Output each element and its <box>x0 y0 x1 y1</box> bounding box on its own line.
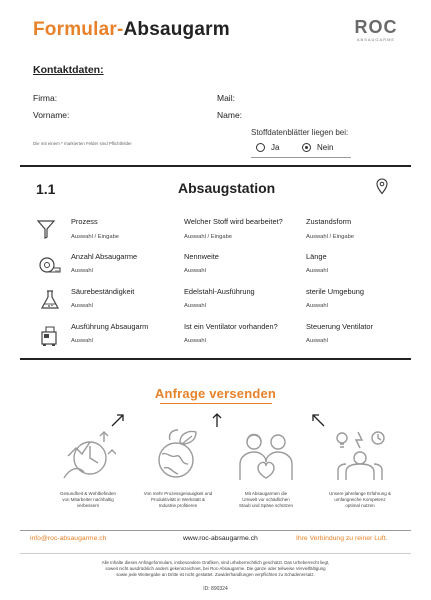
mandatory-fields-note: Die mit einem * markierten Felder sind Pflichtfelder <box>33 141 132 146</box>
send-request-underline <box>160 403 272 404</box>
field-select-nennweite[interactable]: Auswahl <box>184 268 206 274</box>
field-label-ventilator: Ist ein Ventilator vorhanden? <box>184 322 278 331</box>
globe-leaf-icon <box>150 428 206 482</box>
radio-circle-selected-icon <box>302 143 311 152</box>
firma-field-label[interactable]: Firma: <box>33 93 58 103</box>
sds-divider <box>251 157 351 158</box>
field-select-edelstahl[interactable]: Auswahl <box>184 303 206 309</box>
roc-logo <box>352 18 400 42</box>
caption-line: verbessern <box>76 503 100 508</box>
funnel-icon <box>36 218 56 240</box>
radio-label-nein: Nein <box>317 143 334 152</box>
radio-label-ja: Ja <box>271 143 280 152</box>
section-number: 1.1 <box>36 181 56 197</box>
section-divider-bottom <box>20 358 411 360</box>
footer-slogan: Ihre Verbindung zu reiner Luft. <box>296 535 388 542</box>
benefit-caption-wellbeing <box>38 491 138 509</box>
vorname-field-label[interactable]: Vorname: <box>33 110 70 120</box>
benefit-caption-productivity <box>128 491 228 509</box>
footer-divider-2 <box>20 553 411 554</box>
flask-icon <box>40 289 60 311</box>
section-title: Absaugstation <box>178 180 276 196</box>
field-label-steril: sterile Umgebung <box>306 287 364 296</box>
caption-line: Umwelt vor schädlichen <box>242 497 290 502</box>
legal-notice <box>60 560 371 578</box>
competence-icon <box>330 428 390 482</box>
field-label-anzahl: Anzahl Absaugarme <box>71 252 138 261</box>
field-label-zustandsform: Zustandsform <box>306 217 352 226</box>
field-label-nennweite: Nennweite <box>184 252 219 261</box>
logo-subtext: ABSAUGARME <box>356 37 396 42</box>
field-select-prozess[interactable]: Auswahl / Eingabe <box>71 234 120 240</box>
caption-line: Mit Absaugarmen die <box>244 491 288 496</box>
field-label-saeure: Säurebeständigkeit <box>71 287 135 296</box>
field-select-steuerung[interactable]: Auswahl <box>306 338 328 344</box>
field-select-ausfuehrung[interactable]: Auswahl <box>71 338 93 344</box>
caption-line: Industrie profitieren <box>158 503 198 508</box>
arrow-up-left-icon <box>310 412 326 428</box>
document-id: ID: 890324 <box>203 586 228 592</box>
field-select-laenge[interactable]: Auswahl <box>306 268 328 274</box>
footer-email-link[interactable]: info@roc-absaugarme.ch <box>30 535 107 542</box>
contact-section-label: Kontaktdaten: <box>33 64 104 76</box>
machine-icon <box>40 324 60 348</box>
mail-field-label[interactable]: Mail: <box>217 93 235 103</box>
caption-line: von Mitarbeiter nachhaltig <box>62 497 114 502</box>
sds-radio-ja[interactable] <box>256 143 279 152</box>
footer-divider <box>20 530 411 531</box>
radio-circle-icon <box>256 143 265 152</box>
logo-mark: ROC <box>354 17 398 37</box>
tape-measure-icon <box>39 256 61 274</box>
arrow-up-icon <box>211 412 223 428</box>
arrow-up-right-icon <box>110 412 126 428</box>
field-select-anzahl[interactable]: Auswahl <box>71 268 93 274</box>
caption-line: optimal nutzen <box>345 503 375 508</box>
field-label-edelstahl: Edelstahl-Ausführung <box>184 287 255 296</box>
team-icon <box>236 428 296 482</box>
field-select-stoff[interactable]: Auswahl / Eingabe <box>184 234 233 240</box>
caption-line: Staub und Späne schützen <box>238 503 294 508</box>
benefit-caption-experience <box>310 491 410 509</box>
footer-website-link[interactable]: www.roc-absaugarme.ch <box>183 535 258 542</box>
title-part-main: Absaugarm <box>123 19 230 40</box>
caption-line: Gesundheit & Wohlbefinden <box>60 491 116 496</box>
form-title <box>33 19 230 41</box>
benefit-caption-environment <box>216 491 316 509</box>
send-request-button[interactable]: Anfrage versenden <box>154 386 277 401</box>
field-label-steuerung: Steuerung Ventilator <box>306 322 373 331</box>
field-label-prozess: Prozess <box>71 217 98 226</box>
field-label-laenge: Länge <box>306 252 327 261</box>
field-select-steril[interactable]: Auswahl <box>306 303 328 309</box>
location-pin-icon <box>376 178 388 195</box>
caption-line: Von mehr Prozessgenauigkeit und <box>143 491 213 496</box>
legal-line: Alle Inhalte dieses Anfrageformulars, insbesondere Grafiken, sind urheberrechtlich geschützt. Das Urheberrecht liegt, <box>101 560 330 565</box>
title-part-prefix: Formular- <box>33 19 124 40</box>
section-divider-top <box>20 165 411 167</box>
field-select-saeure[interactable]: Auswahl <box>71 303 93 309</box>
caption-line: Produktivität in Werkstatt & <box>151 497 205 502</box>
field-label-ausfuehrung: Ausführung Absaugarm <box>71 322 149 331</box>
field-label-stoff: Welcher Stoff wird bearbeitet? <box>184 217 283 226</box>
caption-line: Unsere jahrelange Erfahrung & <box>328 491 392 496</box>
legal-line: sowie jede Weitergabe an Dritte ist nicht gestattet. Zuwiderhandlungen verpflichten zu Schadenersatz. <box>116 572 315 577</box>
sds-radio-nein[interactable] <box>302 143 333 152</box>
name-field-label[interactable]: Name: <box>217 110 243 120</box>
caption-line: umfangreiche Kompetenz <box>334 497 386 502</box>
sds-question: Stoffdatenblätter liegen bei: <box>251 128 349 137</box>
legal-line: soweit nicht ausdrücklich anders gekennzeichnet, bei Roc-Absaugarme. Die ganze oder teilweise Vervielfältigung <box>105 566 326 571</box>
field-select-zustandsform[interactable]: Auswahl / Eingabe <box>306 234 355 240</box>
field-select-ventilator[interactable]: Auswahl <box>184 338 206 344</box>
wellbeing-icon <box>60 428 116 482</box>
